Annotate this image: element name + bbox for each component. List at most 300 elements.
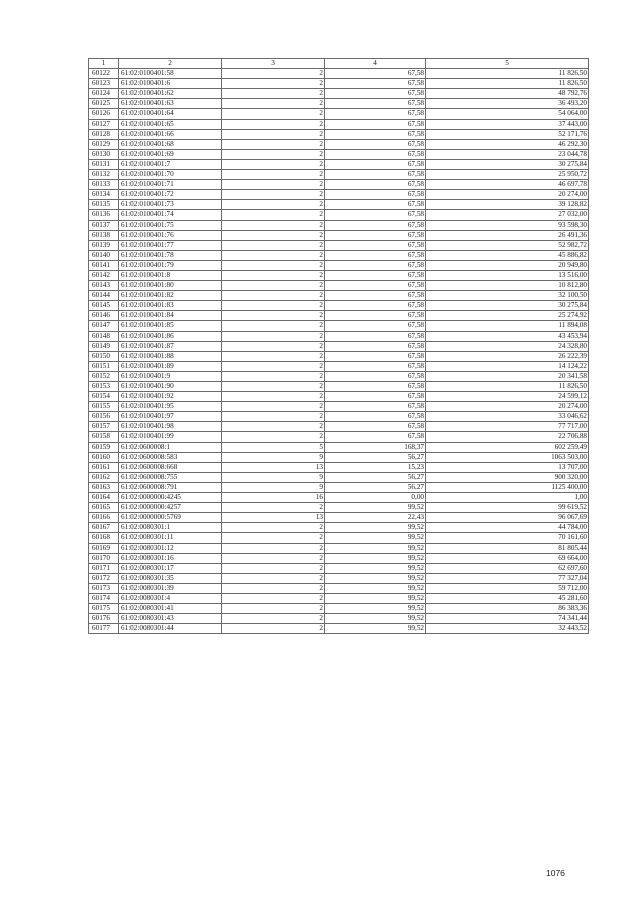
table-row <box>89 89 589 99</box>
row-number-cell: 60168 <box>89 533 119 543</box>
amount-cell: 22 706,88 <box>426 432 589 442</box>
cadastral-number-cell: 61:02:0100401:76 <box>119 230 222 240</box>
table-row <box>89 432 589 442</box>
cadastral-number-cell: 61:02:0100401:99 <box>119 432 222 442</box>
amount-cell: 20 949,80 <box>426 260 589 270</box>
table-row <box>89 311 589 321</box>
rate-cell: 67,58 <box>325 412 426 422</box>
row-number-cell: 60127 <box>89 119 119 129</box>
cadastral-number-cell: 61:02:0100401:74 <box>119 210 222 220</box>
page-number: 1076 <box>546 868 565 878</box>
cadastral-number-cell: 61:02:0100401:62 <box>119 89 222 99</box>
amount-cell: 20 274,00 <box>426 190 589 200</box>
category-cell: 2 <box>222 180 325 190</box>
rate-cell: 67,58 <box>325 281 426 291</box>
row-number-cell: 60143 <box>89 281 119 291</box>
rate-cell: 99,52 <box>325 533 426 543</box>
row-number-cell: 60159 <box>89 442 119 452</box>
category-cell: 2 <box>222 260 325 270</box>
row-number-cell: 60135 <box>89 200 119 210</box>
category-cell: 2 <box>222 361 325 371</box>
row-number-cell: 60177 <box>89 624 119 634</box>
rate-cell: 67,58 <box>325 240 426 250</box>
category-cell: 2 <box>222 563 325 573</box>
amount-cell: 26 491,36 <box>426 230 589 240</box>
amount-cell: 32 443,52 <box>426 624 589 634</box>
table-row <box>89 493 589 503</box>
cadastral-number-cell: 61:02:0000000:5769 <box>119 513 222 523</box>
amount-cell: 86 383,36 <box>426 604 589 614</box>
rate-cell: 15,23 <box>325 462 426 472</box>
row-number-cell: 60126 <box>89 109 119 119</box>
rate-cell: 99,52 <box>325 543 426 553</box>
amount-cell: 14 124,22 <box>426 361 589 371</box>
row-number-cell: 60174 <box>89 593 119 603</box>
row-number-cell: 60140 <box>89 250 119 260</box>
table-row <box>89 301 589 311</box>
table-row <box>89 472 589 482</box>
amount-cell: 32 100,50 <box>426 291 589 301</box>
table-row <box>89 351 589 361</box>
category-cell: 2 <box>222 422 325 432</box>
row-number-cell: 60155 <box>89 402 119 412</box>
rate-cell: 67,58 <box>325 170 426 180</box>
rate-cell: 67,58 <box>325 89 426 99</box>
cadastral-number-cell: 61:02:0100401:86 <box>119 331 222 341</box>
cadastral-number-cell: 61:02:0100401:58 <box>119 69 222 79</box>
column-header-3: 3 <box>222 59 325 69</box>
table-row <box>89 210 589 220</box>
amount-cell: 13 707,00 <box>426 462 589 472</box>
category-cell: 2 <box>222 503 325 513</box>
table-row <box>89 291 589 301</box>
rate-cell: 67,58 <box>325 180 426 190</box>
category-cell: 2 <box>222 301 325 311</box>
category-cell: 2 <box>222 543 325 553</box>
rate-cell: 67,58 <box>325 220 426 230</box>
rate-cell: 99,52 <box>325 624 426 634</box>
table-row <box>89 180 589 190</box>
rate-cell: 99,52 <box>325 553 426 563</box>
amount-cell: 48 792,76 <box>426 89 589 99</box>
row-number-cell: 60152 <box>89 371 119 381</box>
rate-cell: 67,58 <box>325 99 426 109</box>
rate-cell: 99,52 <box>325 503 426 513</box>
category-cell: 2 <box>222 220 325 230</box>
amount-cell: 13 516,00 <box>426 270 589 280</box>
rate-cell: 67,58 <box>325 311 426 321</box>
table-row <box>89 170 589 180</box>
table-row <box>89 523 589 533</box>
row-number-cell: 60128 <box>89 129 119 139</box>
row-number-cell: 60144 <box>89 291 119 301</box>
rate-cell: 67,58 <box>325 139 426 149</box>
cadastral-number-cell: 61:02:0100401:69 <box>119 149 222 159</box>
rate-cell: 99,52 <box>325 563 426 573</box>
rate-cell: 67,58 <box>325 382 426 392</box>
category-cell: 2 <box>222 291 325 301</box>
amount-cell: 93 598,30 <box>426 220 589 230</box>
category-cell: 2 <box>222 190 325 200</box>
cadastral-number-cell: 61:02:0100401:92 <box>119 392 222 402</box>
cadastral-number-cell: 61:02:0100401:80 <box>119 281 222 291</box>
amount-cell: 52 982,72 <box>426 240 589 250</box>
category-cell: 2 <box>222 79 325 89</box>
rate-cell: 67,58 <box>325 69 426 79</box>
rate-cell: 67,58 <box>325 341 426 351</box>
data-table-container <box>88 58 588 634</box>
category-cell: 2 <box>222 119 325 129</box>
table-row <box>89 563 589 573</box>
table-row <box>89 533 589 543</box>
column-header-4: 4 <box>325 59 426 69</box>
cadastral-number-cell: 61:02:0080301:17 <box>119 563 222 573</box>
row-number-cell: 60162 <box>89 472 119 482</box>
row-number-cell: 60146 <box>89 311 119 321</box>
rate-cell: 67,58 <box>325 210 426 220</box>
category-cell: 2 <box>222 170 325 180</box>
category-cell: 2 <box>222 200 325 210</box>
table-row <box>89 503 589 513</box>
category-cell: 2 <box>222 392 325 402</box>
table-row <box>89 371 589 381</box>
cadastral-number-cell: 61:02:0100401:88 <box>119 351 222 361</box>
rate-cell: 99,52 <box>325 614 426 624</box>
row-number-cell: 60139 <box>89 240 119 250</box>
column-header-2: 2 <box>119 59 222 69</box>
cadastral-number-cell: 61:02:0000000:4257 <box>119 503 222 513</box>
row-number-cell: 60160 <box>89 452 119 462</box>
amount-cell: 39 128,82 <box>426 200 589 210</box>
amount-cell: 900 320,00 <box>426 472 589 482</box>
cadastral-number-cell: 61:02:0100401:63 <box>119 99 222 109</box>
row-number-cell: 60158 <box>89 432 119 442</box>
table-row <box>89 624 589 634</box>
cadastral-number-cell: 61:02:0100401:98 <box>119 422 222 432</box>
rate-cell: 67,58 <box>325 291 426 301</box>
rate-cell: 67,58 <box>325 79 426 89</box>
row-number-cell: 60125 <box>89 99 119 109</box>
rate-cell: 67,58 <box>325 119 426 129</box>
rate-cell: 99,52 <box>325 593 426 603</box>
amount-cell: 45 281,60 <box>426 593 589 603</box>
rate-cell: 67,58 <box>325 270 426 280</box>
table-row <box>89 604 589 614</box>
amount-cell: 20 274,00 <box>426 402 589 412</box>
category-cell: 2 <box>222 321 325 331</box>
category-cell: 2 <box>222 573 325 583</box>
rate-cell: 67,58 <box>325 260 426 270</box>
table-row <box>89 442 589 452</box>
category-cell: 2 <box>222 230 325 240</box>
category-cell: 2 <box>222 614 325 624</box>
amount-cell: 10 812,80 <box>426 281 589 291</box>
category-cell: 2 <box>222 109 325 119</box>
amount-cell: 25 950,72 <box>426 170 589 180</box>
amount-cell: 11 826,50 <box>426 79 589 89</box>
row-number-cell: 60150 <box>89 351 119 361</box>
amount-cell: 46 697,78 <box>426 180 589 190</box>
cadastral-number-cell: 61:02:0080301:35 <box>119 573 222 583</box>
category-cell: 2 <box>222 210 325 220</box>
rate-cell: 67,58 <box>325 402 426 412</box>
amount-cell: 24 599,12 <box>426 392 589 402</box>
cadastral-number-cell: 61:02:0600008:1 <box>119 442 222 452</box>
cadastral-number-cell: 61:02:0080301:41 <box>119 604 222 614</box>
category-cell: 2 <box>222 624 325 634</box>
rate-cell: 67,58 <box>325 361 426 371</box>
table-row <box>89 230 589 240</box>
row-number-cell: 60123 <box>89 79 119 89</box>
table-row <box>89 513 589 523</box>
amount-cell: 30 275,84 <box>426 301 589 311</box>
rate-cell: 67,58 <box>325 250 426 260</box>
row-number-cell: 60122 <box>89 69 119 79</box>
amount-cell: 45 886,82 <box>426 250 589 260</box>
table-row <box>89 129 589 139</box>
amount-cell: 24 328,80 <box>426 341 589 351</box>
table-row <box>89 573 589 583</box>
amount-cell: 54 064,00 <box>426 109 589 119</box>
row-number-cell: 60156 <box>89 412 119 422</box>
cadastral-number-cell: 61:02:0100401:66 <box>119 129 222 139</box>
cadastral-number-cell: 61:02:0600008:583 <box>119 452 222 462</box>
rate-cell: 99,52 <box>325 604 426 614</box>
row-number-cell: 60166 <box>89 513 119 523</box>
amount-cell: 20 341,58 <box>426 371 589 381</box>
row-number-cell: 60132 <box>89 170 119 180</box>
table-row <box>89 79 589 89</box>
table-row <box>89 412 589 422</box>
rate-cell: 67,58 <box>325 129 426 139</box>
table-row <box>89 99 589 109</box>
cadastral-number-cell: 61:02:0100401:9 <box>119 371 222 381</box>
row-number-cell: 60129 <box>89 139 119 149</box>
cadastral-number-cell: 61:02:0080301:1 <box>119 523 222 533</box>
rate-cell: 56,27 <box>325 452 426 462</box>
cadastral-number-cell: 61:02:0600008:755 <box>119 472 222 482</box>
row-number-cell: 60154 <box>89 392 119 402</box>
cadastral-number-cell: 61:02:0100401:64 <box>119 109 222 119</box>
amount-cell: 30 275,84 <box>426 159 589 169</box>
cadastral-number-cell: 61:02:0080301:4 <box>119 593 222 603</box>
row-number-cell: 60141 <box>89 260 119 270</box>
table-row <box>89 402 589 412</box>
cadastral-number-cell: 61:02:0100401:78 <box>119 250 222 260</box>
row-number-cell: 60169 <box>89 543 119 553</box>
category-cell: 2 <box>222 432 325 442</box>
rate-cell: 56,27 <box>325 472 426 482</box>
category-cell: 13 <box>222 462 325 472</box>
cadastral-number-cell: 61:02:0100401:79 <box>119 260 222 270</box>
table-row <box>89 553 589 563</box>
category-cell: 9 <box>222 452 325 462</box>
table-row <box>89 270 589 280</box>
table-row <box>89 462 589 472</box>
cadastral-number-cell: 61:02:0100401:72 <box>119 190 222 200</box>
amount-cell: 25 274,92 <box>426 311 589 321</box>
rate-cell: 99,52 <box>325 523 426 533</box>
cadastral-number-cell: 61:02:0100401:97 <box>119 412 222 422</box>
rate-cell: 67,58 <box>325 392 426 402</box>
category-cell: 13 <box>222 513 325 523</box>
row-number-cell: 60149 <box>89 341 119 351</box>
category-cell: 2 <box>222 240 325 250</box>
row-number-cell: 60133 <box>89 180 119 190</box>
category-cell: 2 <box>222 604 325 614</box>
row-number-cell: 60176 <box>89 614 119 624</box>
table-row <box>89 422 589 432</box>
amount-cell: 11 826,50 <box>426 69 589 79</box>
cadastral-number-cell: 61:02:0100401:75 <box>119 220 222 230</box>
row-number-cell: 60172 <box>89 573 119 583</box>
row-number-cell: 60167 <box>89 523 119 533</box>
rate-cell: 67,58 <box>325 149 426 159</box>
amount-cell: 62 697,60 <box>426 563 589 573</box>
amount-cell: 11 894,08 <box>426 321 589 331</box>
table-row <box>89 331 589 341</box>
row-number-cell: 60165 <box>89 503 119 513</box>
rate-cell: 67,58 <box>325 230 426 240</box>
rate-cell: 67,58 <box>325 351 426 361</box>
row-number-cell: 60148 <box>89 331 119 341</box>
category-cell: 2 <box>222 149 325 159</box>
table-row <box>89 69 589 79</box>
row-number-cell: 60157 <box>89 422 119 432</box>
row-number-cell: 60153 <box>89 382 119 392</box>
category-cell: 2 <box>222 593 325 603</box>
row-number-cell: 60142 <box>89 270 119 280</box>
rate-cell: 67,58 <box>325 200 426 210</box>
cadastral-number-cell: 61:02:0100401:65 <box>119 119 222 129</box>
cadastral-number-cell: 61:02:0100401:7 <box>119 159 222 169</box>
row-number-cell: 60124 <box>89 89 119 99</box>
table-row <box>89 583 589 593</box>
cadastral-number-cell: 61:02:0100401:89 <box>119 361 222 371</box>
rate-cell: 99,52 <box>325 583 426 593</box>
cadastral-number-cell: 61:02:0080301:11 <box>119 533 222 543</box>
row-number-cell: 60145 <box>89 301 119 311</box>
cadastral-number-cell: 61:02:0080301:44 <box>119 624 222 634</box>
table-row <box>89 614 589 624</box>
cadastral-number-cell: 61:02:0100401:70 <box>119 170 222 180</box>
amount-cell: 11 826,50 <box>426 382 589 392</box>
cadastral-number-cell: 61:02:0080301:39 <box>119 583 222 593</box>
cadastral-number-cell: 61:02:0100401:95 <box>119 402 222 412</box>
amount-cell: 69 664,00 <box>426 553 589 563</box>
table-row <box>89 281 589 291</box>
category-cell: 16 <box>222 493 325 503</box>
table-row <box>89 482 589 492</box>
amount-cell: 44 784,00 <box>426 523 589 533</box>
table-row <box>89 392 589 402</box>
rate-cell: 22,43 <box>325 513 426 523</box>
amount-cell: 26 222,39 <box>426 351 589 361</box>
cadastral-number-cell: 61:02:0100401:87 <box>119 341 222 351</box>
amount-cell: 1,00 <box>426 493 589 503</box>
cadastral-number-cell: 61:02:0080301:43 <box>119 614 222 624</box>
cadastral-number-cell: 61:02:0100401:73 <box>119 200 222 210</box>
category-cell: 2 <box>222 281 325 291</box>
cadastral-number-cell: 61:02:0600008:791 <box>119 482 222 492</box>
rate-cell: 67,58 <box>325 301 426 311</box>
table-body <box>89 69 589 634</box>
table-row <box>89 593 589 603</box>
amount-cell: 27 032,00 <box>426 210 589 220</box>
rate-cell: 56,27 <box>325 482 426 492</box>
rate-cell: 67,58 <box>325 331 426 341</box>
table-row <box>89 250 589 260</box>
row-number-cell: 60137 <box>89 220 119 230</box>
cadastral-number-cell: 61:02:0100401:83 <box>119 301 222 311</box>
category-cell: 2 <box>222 139 325 149</box>
cadastral-number-cell: 61:02:0100401:82 <box>119 291 222 301</box>
category-cell: 2 <box>222 523 325 533</box>
category-cell: 2 <box>222 371 325 381</box>
data-table <box>88 58 589 634</box>
cadastral-number-cell: 61:02:0080301:16 <box>119 553 222 563</box>
row-number-cell: 60130 <box>89 149 119 159</box>
category-cell: 2 <box>222 331 325 341</box>
row-number-cell: 60173 <box>89 583 119 593</box>
cadastral-number-cell: 61:02:0000000:4245 <box>119 493 222 503</box>
amount-cell: 77 327,04 <box>426 573 589 583</box>
amount-cell: 23 044,78 <box>426 149 589 159</box>
cadastral-number-cell: 61:02:0100401:68 <box>119 139 222 149</box>
category-cell: 5 <box>222 442 325 452</box>
amount-cell: 43 453,94 <box>426 331 589 341</box>
rate-cell: 0,00 <box>325 493 426 503</box>
category-cell: 2 <box>222 412 325 422</box>
row-number-cell: 60171 <box>89 563 119 573</box>
amount-cell: 1125 400,00 <box>426 482 589 492</box>
cadastral-number-cell: 61:02:0080301:12 <box>119 543 222 553</box>
rate-cell: 67,58 <box>325 190 426 200</box>
row-number-cell: 60134 <box>89 190 119 200</box>
table-row <box>89 452 589 462</box>
table-row <box>89 321 589 331</box>
row-number-cell: 60147 <box>89 321 119 331</box>
table-row <box>89 109 589 119</box>
row-number-cell: 60170 <box>89 553 119 563</box>
rate-cell: 67,58 <box>325 371 426 381</box>
table-row <box>89 220 589 230</box>
amount-cell: 36 493,20 <box>426 99 589 109</box>
category-cell: 2 <box>222 533 325 543</box>
category-cell: 2 <box>222 382 325 392</box>
category-cell: 9 <box>222 482 325 492</box>
category-cell: 2 <box>222 129 325 139</box>
amount-cell: 33 046,62 <box>426 412 589 422</box>
category-cell: 2 <box>222 311 325 321</box>
table-row <box>89 382 589 392</box>
amount-cell: 74 341,44 <box>426 614 589 624</box>
column-header-1: 1 <box>89 59 119 69</box>
rate-cell: 67,58 <box>325 432 426 442</box>
row-number-cell: 60138 <box>89 230 119 240</box>
row-number-cell: 60164 <box>89 493 119 503</box>
table-row <box>89 139 589 149</box>
table-row <box>89 240 589 250</box>
amount-cell: 1063 503,00 <box>426 452 589 462</box>
amount-cell: 70 161,60 <box>426 533 589 543</box>
category-cell: 2 <box>222 89 325 99</box>
category-cell: 2 <box>222 250 325 260</box>
row-number-cell: 60161 <box>89 462 119 472</box>
category-cell: 2 <box>222 553 325 563</box>
amount-cell: 602 259,49 <box>426 442 589 452</box>
rate-cell: 67,58 <box>325 321 426 331</box>
